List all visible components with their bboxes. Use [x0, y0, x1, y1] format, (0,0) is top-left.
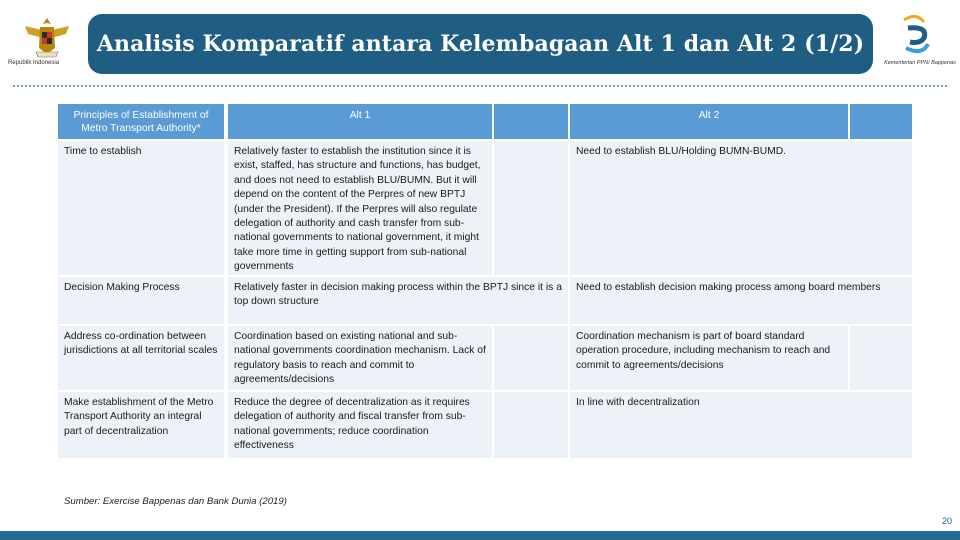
header-alt2: Alt 2 [570, 104, 848, 139]
row3-criteria: Address co-ordination between jurisdictions at all territorial scales [58, 326, 224, 390]
row3-alt2-spacer [850, 326, 912, 390]
page-title: Analisis Komparatif antara Kelembagaan Alt 1 dan Alt 2 (1/2) [96, 31, 865, 57]
row1-alt1-spacer [494, 141, 568, 275]
row4-criteria: Make establishment of the Metro Transport Authority an integral part of decentralization [58, 392, 224, 458]
row3-alt1: Coordination based on existing national and sub-national governments coordination mechanism. Lack of regulatory basis to reach and commit to agreements/decisions [228, 326, 492, 390]
row1-alt2: Need to establish BLU/Holding BUMN-BUMD. [570, 141, 912, 275]
row2-alt2: Need to establish decision making process among board members [570, 277, 912, 324]
row4-alt1-spacer [494, 392, 568, 458]
header-alt2-spacer [850, 104, 912, 139]
footer-bar [0, 531, 960, 540]
header-alt1: Alt 1 [228, 104, 492, 139]
row4-alt1: Reduce the degree of decentralization as it requires delegation of authority and fiscal transfer from sub-national governments; reduce coordination effectiveness [228, 392, 492, 458]
ministry-caption: Kementerian PPN/ Bappenas [884, 60, 956, 66]
row2-alt1: Relatively faster in decision making process within the BPTJ since it is a top down structure [228, 277, 568, 324]
header-criteria: Principles of Establishment of Metro Transport Authority* [58, 104, 224, 139]
bappenas-logo-icon [898, 14, 934, 58]
header-alt1-spacer [494, 104, 568, 139]
garuda-emblem-icon [22, 14, 72, 60]
row3-alt1-spacer [494, 326, 568, 390]
row1-alt1: Relatively faster to establish the institution since it is exist, staffed, has structure and functions, has budget, and does not need to establish BLU/BUMN. But it will depend on the content of the Perpres of new BPTJ (under the President). If the Perpres will also regulate delegation of authority and cash transfer from sub-national governments to national government, it might take more time in getting support from sub-national governments [228, 141, 492, 275]
comparison-table [58, 104, 912, 458]
header-divider [12, 84, 948, 88]
republic-caption: Republik Indonesia [8, 60, 60, 66]
title-banner [88, 14, 873, 74]
row3-alt2: Coordination mechanism is part of board standard operation procedure, including mechanism to reach and commit to agreements/decisions [570, 326, 848, 390]
source-note: Sumber: Exercise Bappenas dan Bank Dunia (2019) [64, 496, 287, 507]
row4-alt2: In line with decentralization [570, 392, 912, 458]
row2-criteria: Decision Making Process [58, 277, 224, 324]
page-number: 20 [941, 516, 952, 526]
row1-criteria: Time to establish [58, 141, 224, 275]
